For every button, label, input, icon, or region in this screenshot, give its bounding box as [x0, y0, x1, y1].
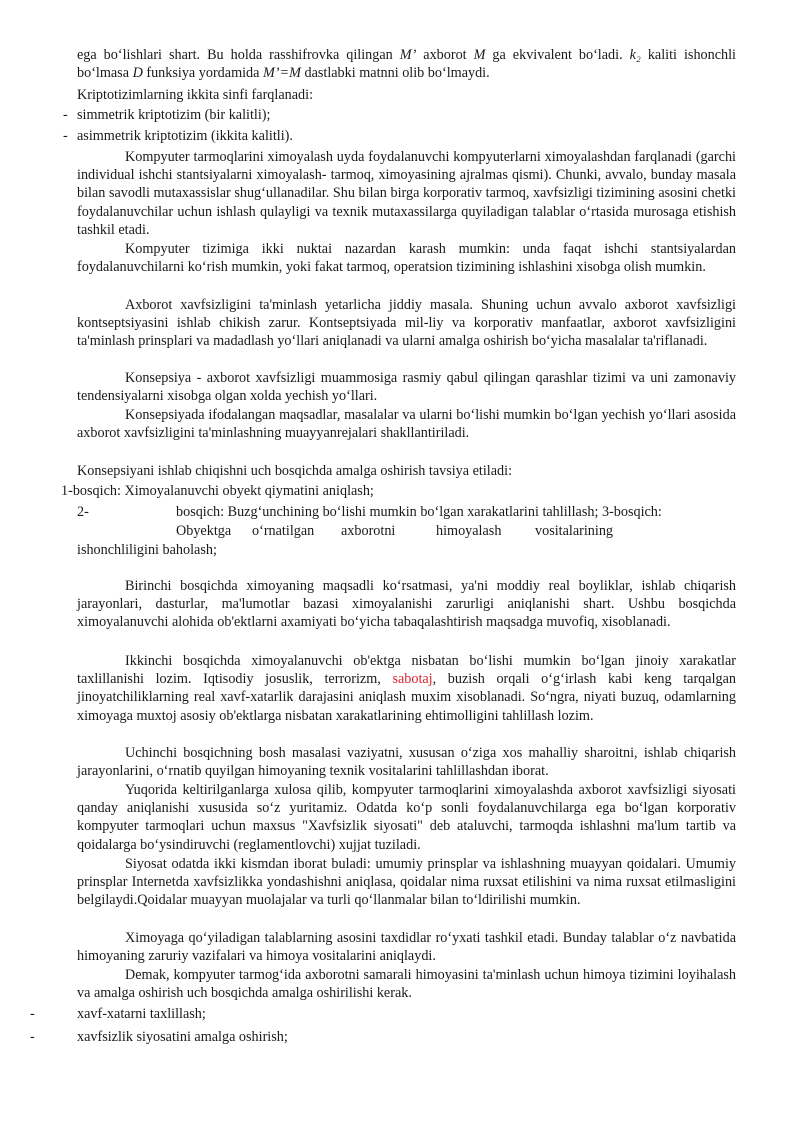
- stages-intro: Konsepsiyani ishlab chiqishni uch bosqichda amalga oshirish tavsiya etiladi:: [77, 463, 513, 479]
- stage-1: 1-bosqich: Ximoyalanuvchi obyekt qiymatini aniqlash;: [61, 483, 374, 499]
- stage-2: bosqich: Buzg‘unchining bo‘lishi mumkin bo‘lgan xarakatlarini tahlillash; 3-bosqich:: [176, 504, 662, 520]
- paragraph-third-stage: Uchinchi bosqichning bosh masalasi vaziyatni, xususan o‘ziga xos mahalliy sharoitni, ishlab chiqarish jarayonlarini, o‘rnatib quyilgan himoyaning texnik vositalarini tahlillashdan iborat.: [77, 745, 736, 780]
- list-marker: -: [30, 1029, 35, 1045]
- paragraph-viewpoints: Kompyuter tizimiga ikki nuktai nazardan karash mumkin: unda faqat ishchi stantsiyalardan foydalanuvchilarni ko‘rish mumkin, yoki fakat tarmoq, operatsion tizimining ishlashini xisobga olish mumkin.: [77, 241, 736, 276]
- list-item: xavf-xatarni taxlillash;: [77, 1006, 206, 1022]
- stage-3-word: vositalarining: [535, 523, 614, 539]
- paragraph-decryption: ega bo‘lishlari shart. Bu holda rasshifrovka qilingan M’ axborot M ga ekvivalent bo‘ladi. k₂ kaliti ishonchli bo‘lmasa D funksiya yordamida M’=M dastlabki matnni olib bo‘lmaydi.: [77, 47, 736, 82]
- list-item: asimmetrik kriptotizim (ikkita kalitli).: [77, 128, 293, 144]
- paragraph-conclusion: Demak, kompyuter tarmog‘ida axborotni samarali himoyasini ta'minlash uchun himoya tizimini loyihalash va amalga oshirish uch bosqichda amalga oshirilishi kerak.: [77, 967, 736, 1002]
- list-item: xavfsizlik siyosatini amalga oshirish;: [77, 1029, 288, 1045]
- list-item: simmetrik kriptotizim (bir kalitli);: [77, 107, 271, 123]
- paragraph-concept-goals: Konsepsiyada ifodalangan maqsadlar, masalalar va ularni bo‘lishi mumkin bo‘lgan yechish yo‘llari asosida axborot xavfsizligini ta'minlashning muayyanrejalari shakllantiriladi.: [77, 407, 736, 442]
- stage-3-word: axborotni: [341, 523, 396, 539]
- stage-3-continuation: ishonchliligini baholash;: [77, 542, 217, 558]
- highlighted-word: sabotaj: [392, 671, 433, 688]
- list-marker: -: [63, 107, 68, 123]
- paragraph-first-stage: Birinchi bosqichda ximoyaning maqsadli ko‘rsatmasi, ya'ni moddiy real boyliklar, ishlab chiqarish jarayonlari, dasturlar, ma'lumotlar bazasi ximoyalanishi zarurligi aniqlanishi shart. Ushbu bosqichda ximoyalanuvchi alohida ob'ektlarni axamiyati bo‘yicha tabaqalashtirish maqsadga muvofiq, xisoblanadi.: [77, 578, 736, 631]
- paragraph-concept-definition: Konsepsiya - axborot xavfsizligi muammosiga rasmiy qabul qilingan qarashlar tizimi va uni zamonaviy tendensiyalarni xisobga olgan xolda yechish yo‘llari.: [77, 370, 736, 405]
- list-marker: -: [63, 128, 68, 144]
- stage-3-word: Obyektga: [176, 523, 232, 539]
- list-marker: -: [30, 1006, 35, 1022]
- paragraph-second-stage: Ikkinchi bosqichda ximoyalanuvchi ob'ektga nisbatan bo‘lishi mumkin bo‘lgan jinoiy xarakatlar taxlillanishi lozim. Iqtisodiy josuslik, terrorizm, sabotaj, buzish orqali o‘g‘irlash kabi keng tarqalgan jinoyatchiliklarning real xavf-xatarlik darajasini aniqlash muxim xisoblanadi. So‘ngra, niyati buzuq, odamlarning ximoyaga muxtoj asosiy ob'ektlarga nisbatan xarakatlarining ehtimolligini tahlillash lozim.: [77, 653, 736, 724]
- stage-3-word: o‘rnatilgan: [252, 523, 315, 539]
- stage-3-word: himoyalash: [436, 523, 502, 539]
- classes-intro: Kriptotizimlarning ikkita sinfi farqlanadi:: [77, 87, 314, 103]
- paragraph-network: Kompyuter tarmoqlarini ximoyalash uyda foydalanuvchi kompyuterlarni ximoyalashdan farqlanadi (garchi individual ishchi stantsiyalarni ximoyalash- tarmoq, ximoyasining ajralmas qismi). Chunki, avvalo, bunday masala bilan savodli mutaxassislar shug‘ullanadilar. Shu bilan birga korporativ tarmoq, xavfsizligi tizimining asosini chetki foydalanuvchilar uchun ishlash qulayligi va texnik mutaxassilarga quyiladigan talablar o‘rtasida murosaga etishish tashkil etadi.: [77, 149, 736, 238]
- paragraph-policy: Siyosat odatda ikki kismdan iborat buladi: umumiy prinsplar va ishlashning muayyan qoidalari. Umumiy prinsplar Internetda xavfsizlikka yondashishni aniqlasa, qoidalar nima ruxsat etilishini va nima ruxsat etilmasligini belgilaydi.Qoidalar muayyan muolajalar va turli qo‘llanmalar bilan to‘ldirilishi mumkin.: [77, 856, 736, 909]
- paragraph-concept: Axborot xavfsizligini ta'minlash yetarlicha jiddiy masala. Shuning uchun avvalo axborot xavfsizligi kontseptsiyasini ishlab chikish zarur. Kontseptsiyada mil-liy va korporativ manfaatlar, axborot xavfsizligini ta'minlash prinsplari va madadlash yo‘llari aniqlanadi va ularni amalga oshirish bo‘yicha masalalar ta'riflanadi.: [77, 297, 736, 350]
- stage-2-marker: 2-: [77, 504, 89, 520]
- paragraph-requirements: Ximoyaga qo‘yiladigan talablarning asosini taxdidlar ro‘yxati tashkil etadi. Bunday talablar o‘z navbatida himoyaning zaruriy vazifalari va himoya vositalarini aniqlaydi.: [77, 930, 736, 965]
- paragraph-summary: Yuqorida keltirilganlarga xulosa qilib, kompyuter tarmoqlarini ximoyalashda axborot xavfsizligi siyosati qanday aniqlanishi xususida so‘z yuritamiz. Odatda ko‘p sonli foydalanuvchilarga ega bo‘lgan korporativ kompyuter tarmoqlari uchun maxsus "Xavfsizlik siyosati" deb ataluvchi, tarmoqda ishlashni ma'lum tartib va qoidalarga bo‘ysindiruvchi (reglamentlovchi) xujjat tuziladi.: [77, 782, 736, 853]
